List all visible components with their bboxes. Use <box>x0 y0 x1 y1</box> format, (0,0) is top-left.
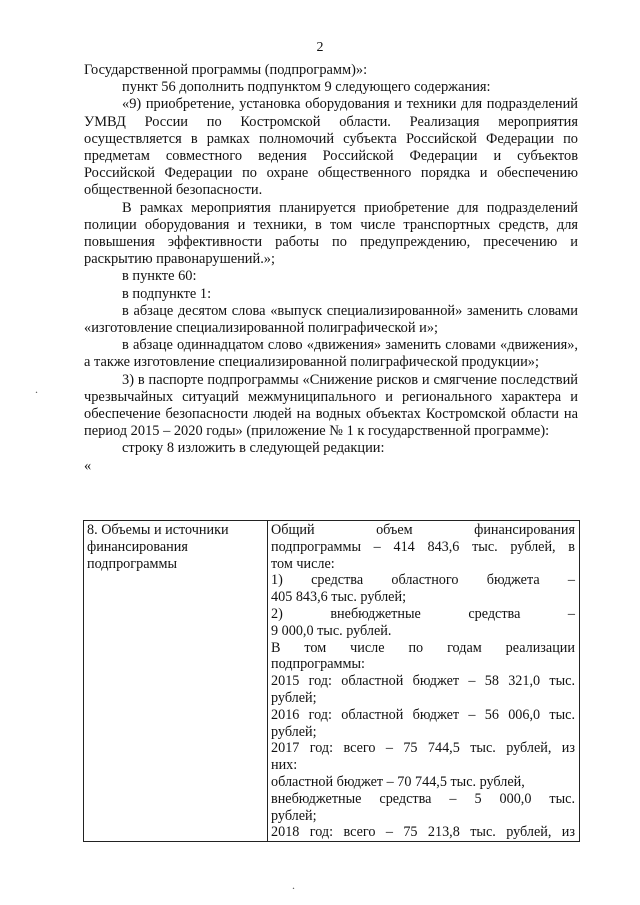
paragraph: в абзаце одиннадцатом слово «движения» заменить словами «движения», а также изготовление специализированной полиграфической продукции»; <box>84 337 578 371</box>
paragraph: В рамках мероприятия планируется приобретение для подразделений полиции оборудования и техники, в том числе транспортных средств, для повышения эффективности работы по предупреждению, пресечению и раскрытию правонарушений.»; <box>84 199 578 268</box>
table-line: рублей; <box>271 689 317 706</box>
table-line: внебюджетные средства – 5 000,0 тыс. <box>271 790 575 807</box>
paragraph: в пункте 60: <box>122 268 197 285</box>
table-line: 1) средства областного бюджета – <box>271 572 575 589</box>
table-line: 405 843,6 тыс. рублей; <box>271 589 407 606</box>
table-line: 2015 год: областной бюджет – 58 321,0 тыс. <box>271 673 575 690</box>
paragraph: Государственной программы (подпрограмм)»: <box>84 62 368 78</box>
table-line: Общий объем финансирования <box>271 522 575 538</box>
table-line: подпрограммы – 414 843,6 тыс. рублей, в <box>271 538 575 555</box>
table-row-value <box>268 521 580 842</box>
table-line: 2018 год: всего – 75 213,8 тыс. рублей, из <box>271 824 575 841</box>
table-line: 2) внебюджетные средства – <box>271 605 575 622</box>
page-number: 2 <box>316 40 324 55</box>
table-line: В том числе по годам реализации <box>271 639 575 656</box>
paragraph: 3) в паспорте подпрограммы «Снижение рисков и смягчение последствий чрезвычайных ситуаций межмуниципального и регионального характера и обеспечение безопасности людей на водных объектах Костромской области на период 2015 – 2020 годы» (приложение № 1 к государственной программе): <box>84 371 578 440</box>
paragraph: «9) приобретение, установка оборудования и техники для подразделений УМВД России по Костромской области. Реализация мероприятия осуществляется в рамках полномочий субъекта Российской Федерации по предметам совместного ведения Российской Федерации и субъектов Российской Федерации по охране общественного порядка и обеспечению общественной безопасности. <box>84 96 578 199</box>
table-line: рублей; <box>271 807 317 824</box>
open-quote: « <box>84 457 92 474</box>
table-line: рублей; <box>271 723 317 740</box>
scan-speck: . <box>292 878 295 892</box>
table-line: 2017 год: всего – 75 744,5 тыс. рублей, из <box>271 740 575 757</box>
scan-speck: . <box>35 382 38 396</box>
paragraph: пункт 56 дополнить подпунктом 9 следующего содержания: <box>122 79 491 96</box>
table-line: областной бюджет – 70 744,5 тыс. рублей, <box>271 773 525 790</box>
table-line: них: <box>271 757 298 774</box>
paragraph: в абзаце десятом слова «выпуск специализированной» заменить словами «изготовление специализированной полиграфической и»; <box>84 302 578 337</box>
table-row-label: 8. Объемы и источники финансирования подпрограммы <box>84 521 268 842</box>
table-line: 2016 год: областной бюджет – 56 006,0 тыс. <box>271 706 575 723</box>
financing-table <box>83 520 580 842</box>
table-line: 9 000,0 тыс. рублей. <box>271 622 392 639</box>
document-body <box>84 62 578 474</box>
table-row <box>84 521 580 842</box>
table-line: том числе: <box>271 555 335 572</box>
paragraph: строку 8 изложить в следующей редакции: <box>122 440 385 457</box>
table-line: подпрограммы: <box>271 656 365 673</box>
paragraph: в подпункте 1: <box>122 285 212 302</box>
